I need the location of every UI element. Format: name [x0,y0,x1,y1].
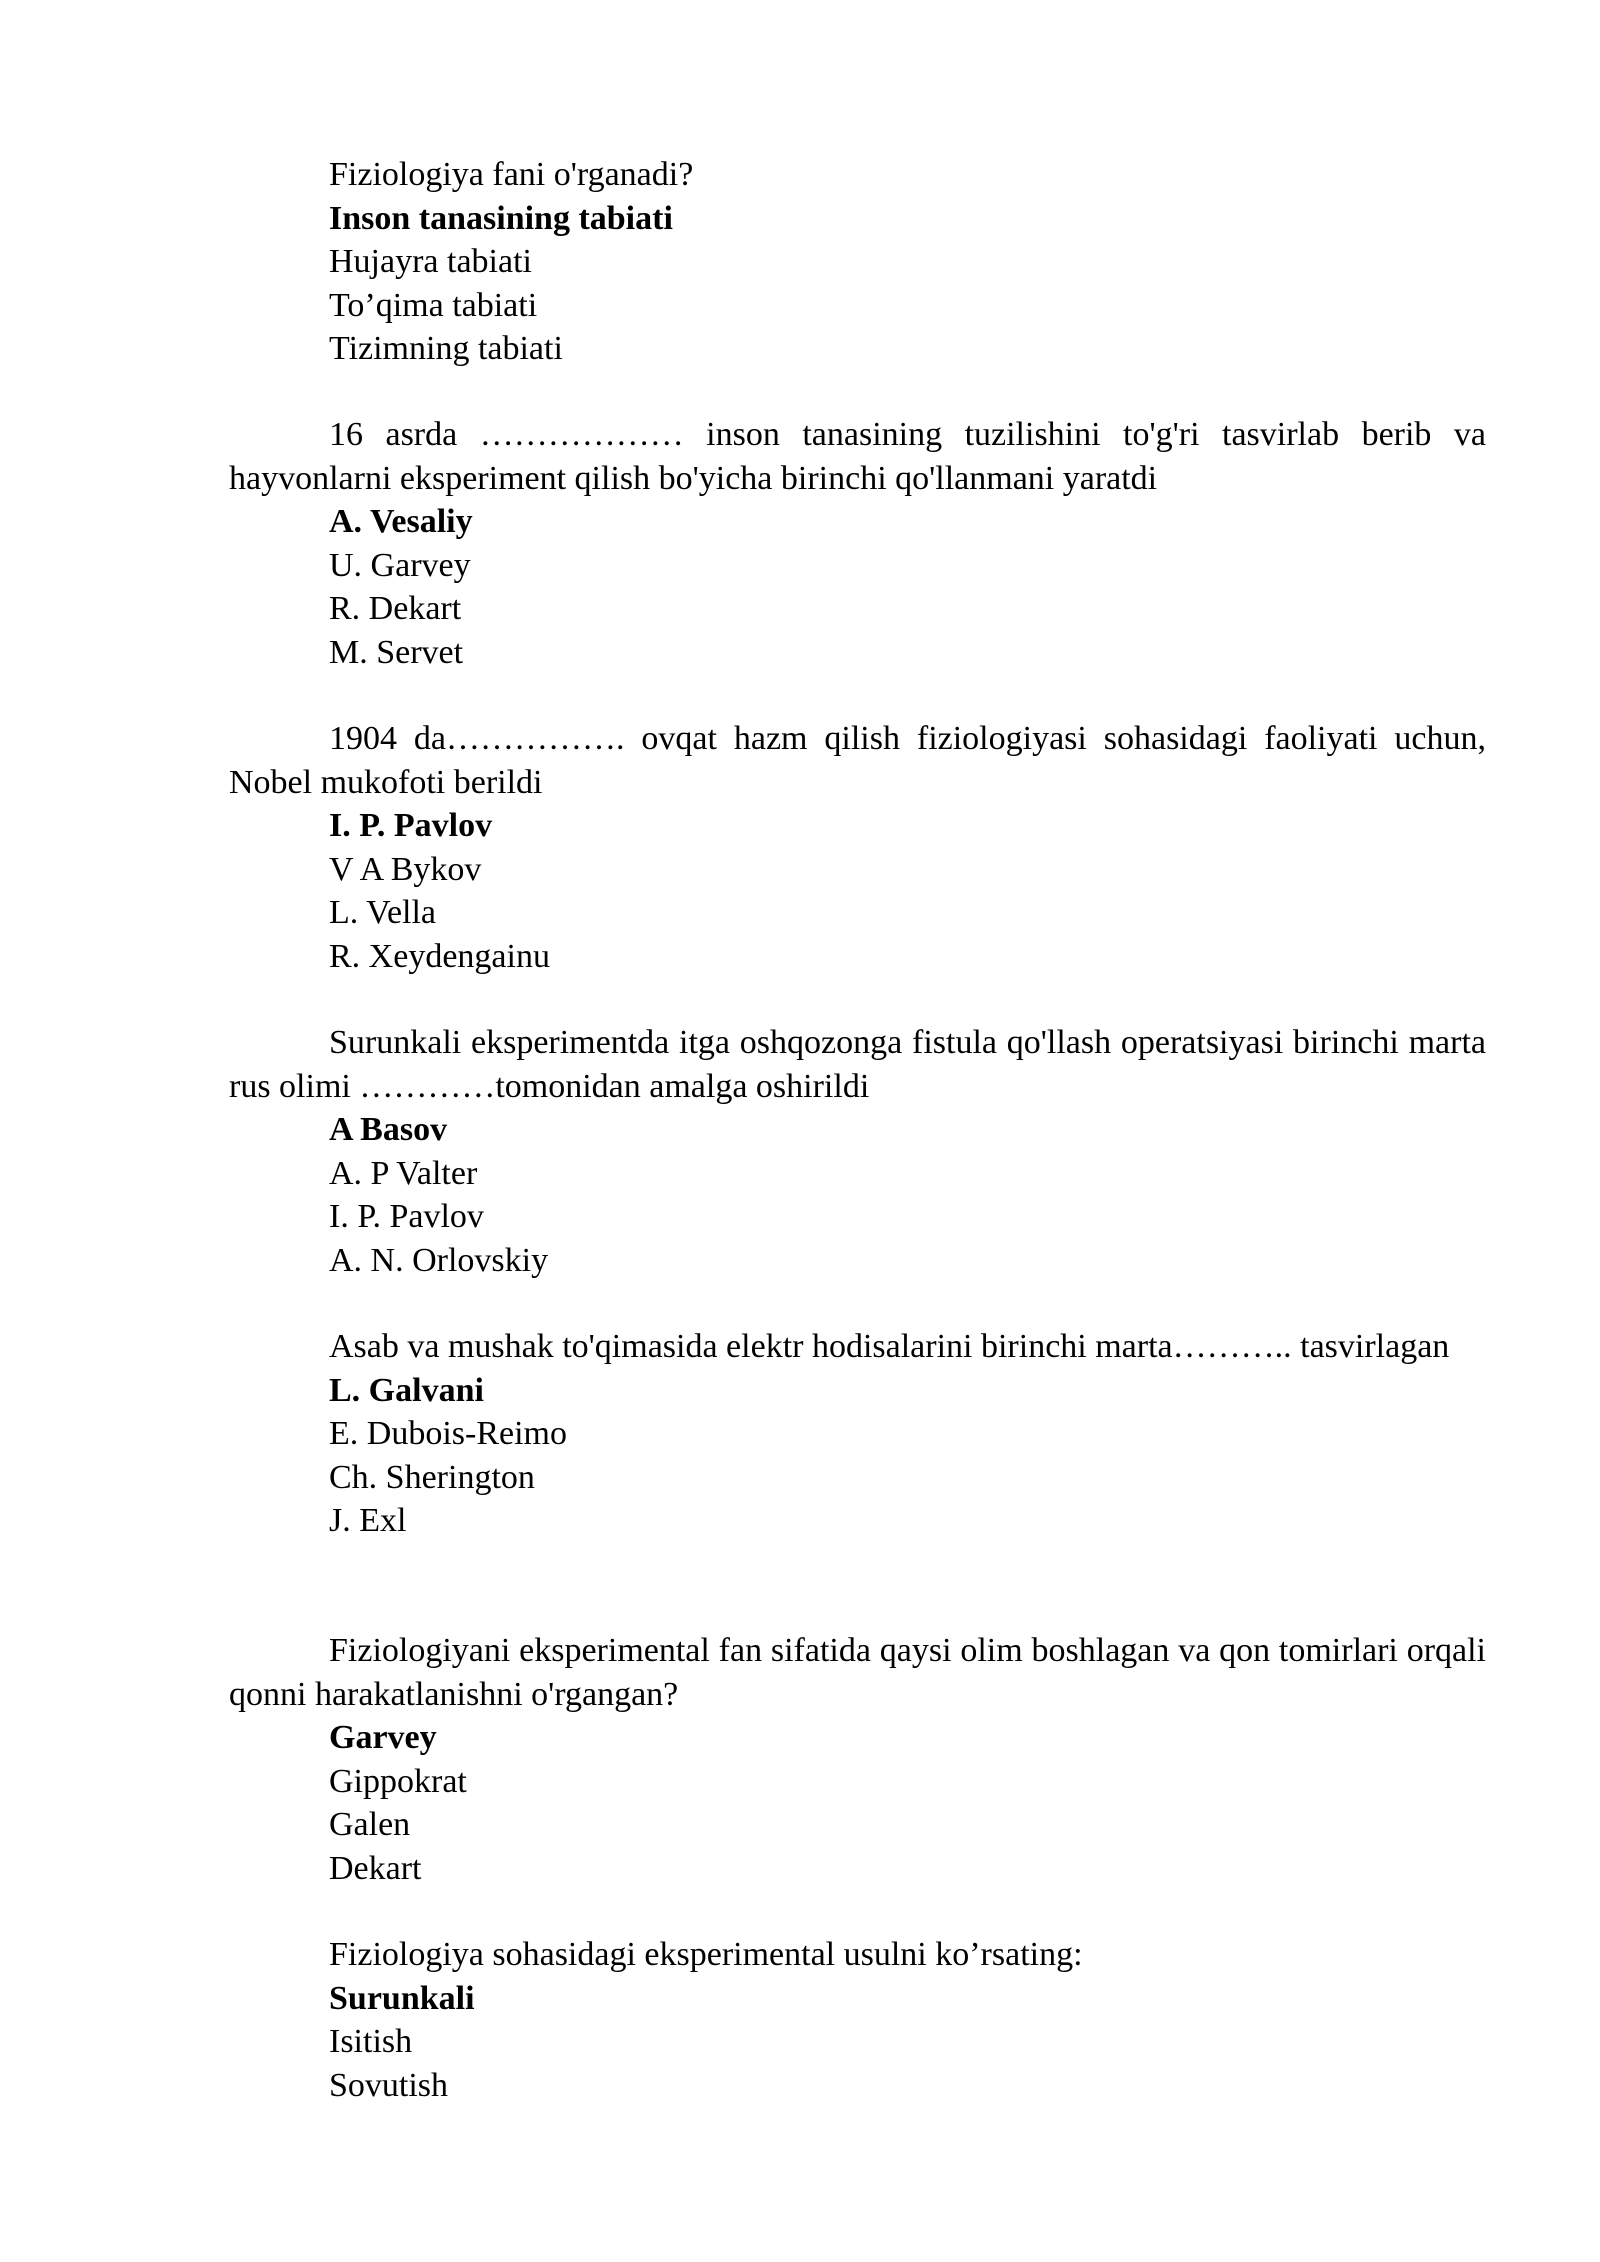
question-text: Surunkali eksperimentda itga oshqozonga fistula qo'llash operatsiyasi birinchi marta rus olimi …………tomonidan amalga oshirildi [229,1024,1486,1105]
correct-answer-option: L. Galvani [329,1371,484,1409]
question-block [229,413,1486,674]
answer-option: L. Vella [329,894,437,931]
answer-option: V A Bykov [329,850,482,888]
answer-options [229,1108,1486,1282]
answer-option: E. Dubois-Reimo [329,1415,567,1452]
question-text: Asab va mushak to'qimasida elektr hodisalarini birinchi marta……….. tasvirlagan [329,1328,1450,1365]
answer-options [229,197,1486,371]
correct-answer-option: Inson tanasining tabiati [329,199,673,237]
answer-options [229,500,1486,674]
question-block [229,717,1486,978]
question-text: 16 asrda ……………… inson tanasining tuzilishini to'g'ri tasvirlab berib va hayvonlarni eksperiment qilish bo'yicha birinchi qo'llanmani yaratdi [229,416,1486,497]
answer-option: Dekart [329,1849,422,1887]
correct-answer-option: A. Vesaliy [329,503,473,540]
answer-option: A. N. Orlovskiy [329,1241,549,1279]
answer-option: M. Servet [329,633,464,671]
answer-options [229,1716,1486,1890]
answer-option: J. Exl [329,1502,407,1539]
question-text: Fiziologiyani eksperimental fan sifatida qaysi olim boshlagan va qon tomirlari orqali qonni harakatlanishni o'rgangan? [229,1632,1486,1713]
question-block [229,1325,1486,1543]
correct-answer-option: A Basov [329,1111,448,1148]
answer-option: Sovutish [329,2066,449,2104]
question-block [229,153,1486,371]
correct-answer-option: I. P. Pavlov [329,807,493,844]
question-block [229,1021,1486,1282]
question-block [229,1933,1486,2107]
answer-options [229,1369,1486,1543]
answer-option: To’qima tabiati [329,286,538,324]
answer-options [229,804,1486,978]
answer-option: U. Garvey [329,546,471,584]
question-text: Fiziologiya sohasidagi eksperimental usulni ko’rsating: [329,1936,1083,1973]
answer-option: Ch. Sherington [329,1458,535,1496]
answer-option: Galen [329,1806,411,1843]
answer-options [229,1977,1486,2108]
answer-option: Tizimning tabiati [329,330,563,367]
answer-option: Hujayra tabiati [329,243,532,280]
answer-option: A. P Valter [329,1154,478,1192]
question-text: Fiziologiya fani o'rganadi? [329,156,694,193]
correct-answer-option: Surunkali [329,1979,475,2017]
answer-option: R. Xeydengainu [329,937,550,975]
answer-option: Gippokrat [329,1762,467,1800]
answer-option: I. P. Pavlov [329,1198,484,1235]
question-text: 1904 da……………. ovqat hazm qilish fiziologiyasi sohasidagi faoliyati uchun, Nobel mukofoti berildi [229,720,1486,801]
question-block [229,1629,1486,1890]
answer-option: Isitish [329,2023,413,2060]
answer-option: R. Dekart [329,590,462,627]
correct-answer-option: Garvey [329,1719,437,1756]
